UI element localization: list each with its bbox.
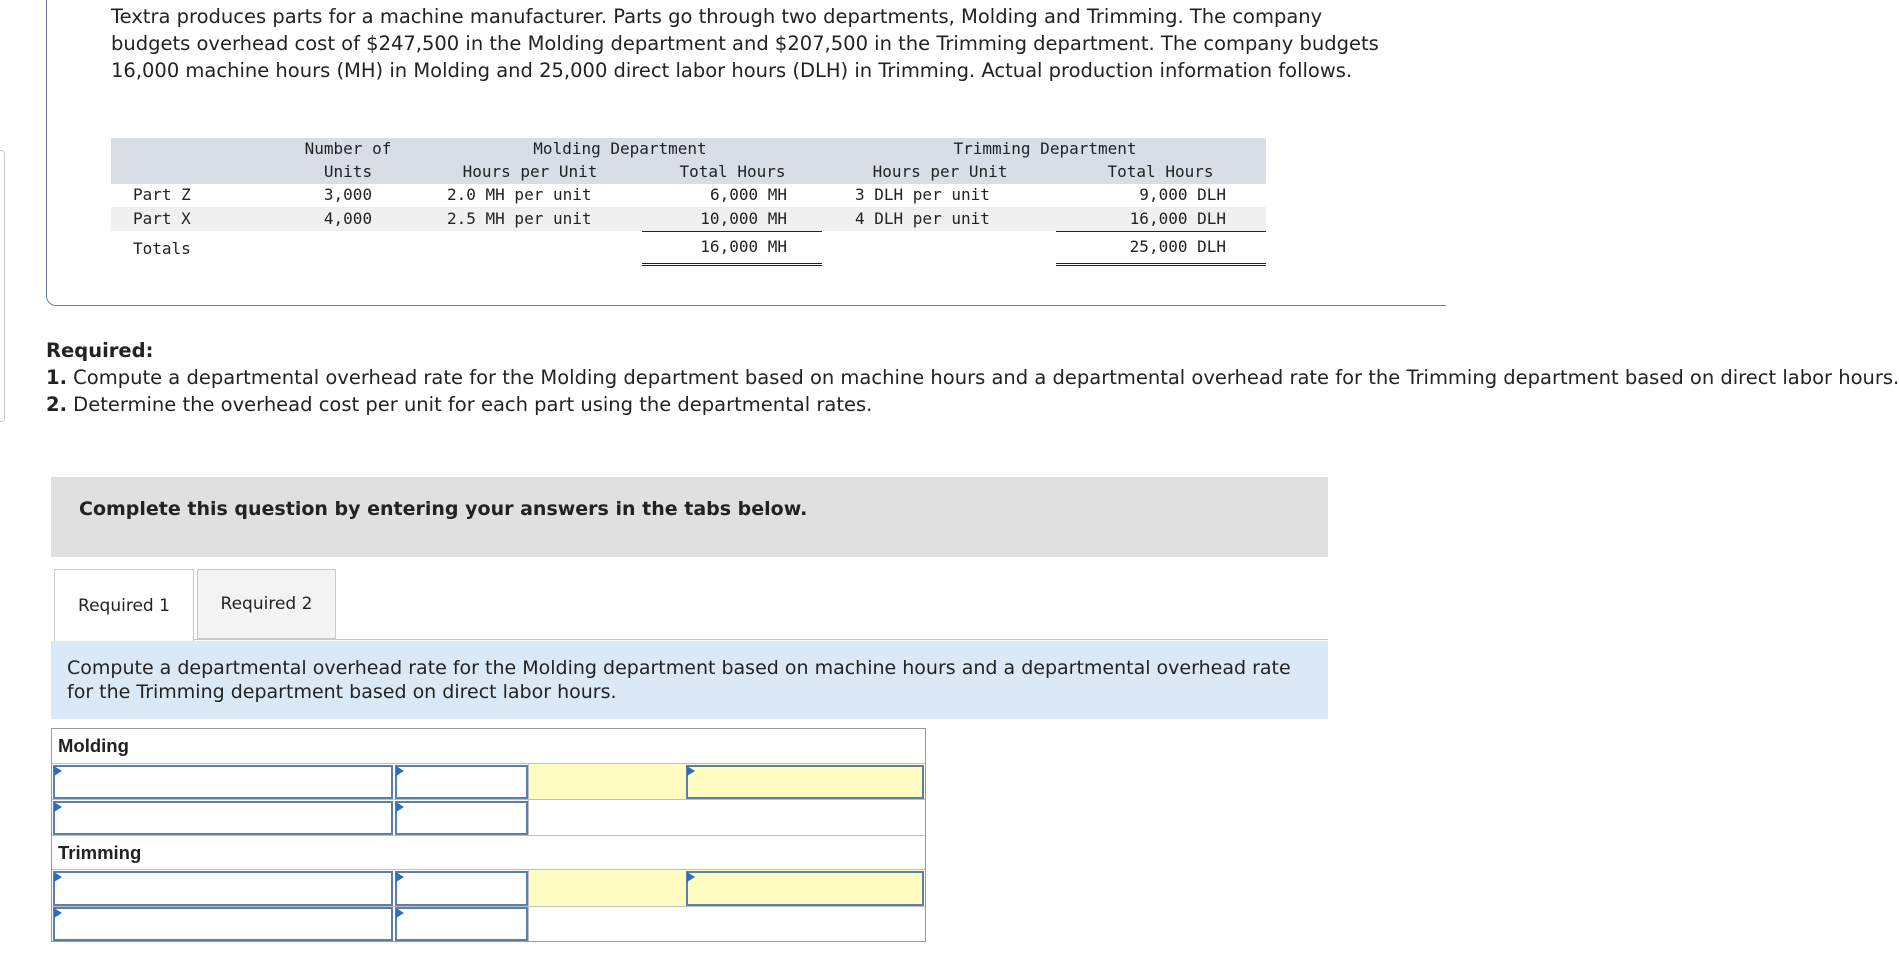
molding-rate-input[interactable] (686, 765, 924, 799)
molding-row1-col1-input[interactable] (53, 765, 393, 799)
part-x-trimming-hours-per-unit: 4 DLH per unit (855, 209, 990, 228)
molding-row2-col2-input[interactable] (395, 801, 528, 835)
intro-text: Textra produces parts for a machine manufacturer. Parts go through two departments, Molding and Trimming. The company budgets overhead cost of $247,500 in the Molding department and $207,500 in the Trimming department. The company budgets 16,000 machine hours (MH) in Molding and 25,000 direct labor hours (DLH) in Trimming. Actual production information follows. (111, 5, 1379, 82)
trimming-label-row (52, 836, 925, 870)
part-z-trimming-hours-per-unit: 3 DLH per unit (855, 185, 990, 204)
row-label-part-x: Part X (133, 209, 191, 228)
part-x-molding-hours-per-unit: 2.5 MH per unit (447, 209, 592, 228)
part-x-units: 4,000 (323, 209, 373, 228)
molding-hours-per-unit-header: Hours per Unit (462, 162, 598, 181)
answer-grid (51, 728, 926, 942)
dropdown-marker-icon (396, 872, 404, 882)
trimming-total-double-rule (1056, 263, 1266, 266)
row-label-part-z: Part Z (133, 185, 191, 204)
dropdown-marker-icon (396, 908, 404, 918)
molding-label: Molding (58, 735, 129, 756)
banner-text: Complete this question by entering your answers in the tabs below. (79, 498, 808, 520)
molding-dept-header: Molding Department (533, 139, 707, 158)
dropdown-marker-icon (396, 766, 404, 776)
trimming-rate-input[interactable] (686, 871, 924, 906)
dropdown-marker-icon (687, 766, 695, 776)
required-item-2: 2. Determine the overhead cost per unit for each part using the departmental rates. (46, 393, 873, 416)
tab-required-2[interactable]: Required 2 (197, 569, 336, 639)
molding-label-row (52, 729, 925, 764)
trimming-label: Trimming (58, 842, 142, 863)
trimming-hours-per-unit-header: Hours per Unit (872, 162, 1008, 181)
trimming-total-hours-header: Total Hours (1107, 162, 1214, 181)
molding-total-double-rule (642, 263, 822, 266)
trimming-row2-col2-input[interactable] (395, 907, 528, 941)
complete-question-banner (51, 477, 1328, 557)
molding-grand-total: 16,000 MH (700, 237, 787, 256)
molding-subtotal-rule (642, 231, 822, 232)
molding-row2-col1-input[interactable] (53, 801, 393, 835)
part-x-molding-total: 10,000 MH (700, 209, 787, 228)
required-heading: Required: (46, 339, 154, 362)
tab-instructions: Compute a departmental overhead rate for the Molding department based on machine hours and a departmental overhead rate for the Trimming department based on direct labor hours. (51, 641, 1328, 719)
dropdown-marker-icon (54, 766, 62, 776)
part-z-trimming-total: 9,000 DLH (1139, 185, 1226, 204)
required-section (46, 337, 1899, 418)
tab-required-1[interactable]: Required 1 (54, 569, 194, 641)
row-label-totals: Totals (133, 239, 191, 258)
part-z-molding-hours-per-unit: 2.0 MH per unit (447, 185, 592, 204)
left-edge-marker (0, 150, 5, 422)
part-x-trimming-total: 16,000 DLH (1129, 209, 1226, 228)
trimming-dept-header: Trimming Department (953, 139, 1137, 158)
molding-row1-col2-input[interactable] (395, 765, 528, 799)
part-z-units: 3,000 (323, 185, 373, 204)
dropdown-marker-icon (54, 872, 62, 882)
trimming-row1-col1-input[interactable] (53, 871, 393, 906)
units-header-line2: Units (323, 162, 373, 181)
units-header-line1: Number of (304, 139, 392, 158)
part-z-molding-total: 6,000 MH (709, 185, 787, 204)
dropdown-marker-icon (687, 872, 695, 882)
dropdown-marker-icon (54, 802, 62, 812)
trimming-col-divider (528, 870, 529, 941)
trimming-row2-col1-input[interactable] (53, 907, 393, 941)
molding-total-hours-header: Total Hours (679, 162, 786, 181)
trimming-row1-col2-input[interactable] (395, 871, 528, 906)
dropdown-marker-icon (396, 802, 404, 812)
trimming-subtotal-rule (1056, 231, 1266, 232)
trimming-grand-total: 25,000 DLH (1129, 237, 1226, 256)
dropdown-marker-icon (54, 908, 62, 918)
required-item-1: 1. Compute a departmental overhead rate for the Molding department based on machine hours and a departmental overhead rate for the Trimming department based on direct labor hours. (46, 366, 1899, 389)
tab-baseline (193, 639, 1328, 640)
